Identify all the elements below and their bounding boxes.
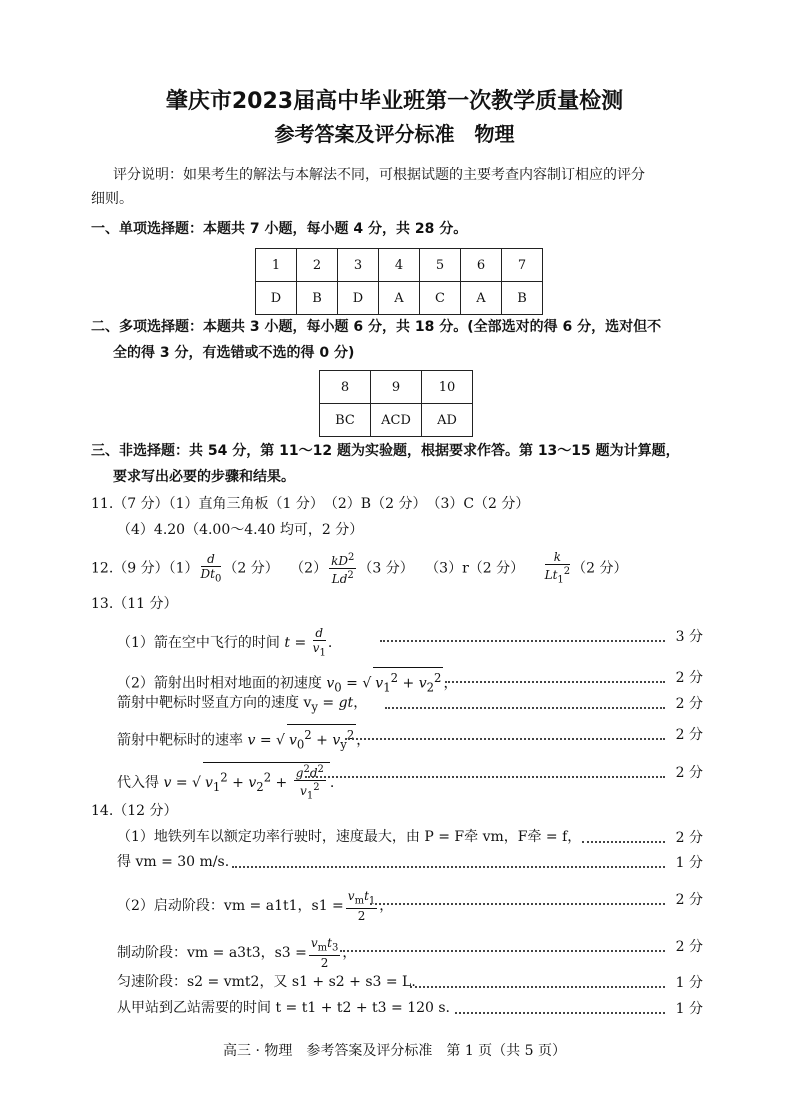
q12-prefix: 12.（9 分）（1） — [91, 560, 199, 577]
q14-line2: 得 vm = 30 m/s. — [117, 854, 230, 870]
leader-dots — [582, 841, 665, 843]
q13-line4: 箭射中靶标时的速率 v = √ $v_0^2 + v_y^2$ ， — [117, 724, 370, 754]
leader-dots — [305, 776, 665, 778]
answer: A — [379, 282, 420, 315]
q12-p2: （2） — [297, 560, 328, 577]
q12-p2-points: （3 分） — [358, 560, 414, 577]
q12-line — [91, 550, 628, 587]
q14-line3-score: 2 分 — [675, 892, 703, 908]
formula-kd2-over-ld2: $\frac{kD^2}{Ld^2}$ — [331, 552, 355, 587]
q14-line1: （1）地铁列车以额定功率行驶时，速度最大，由 P = F牵 vm，F牵 = f， — [117, 829, 582, 845]
q-number: 1 — [256, 249, 297, 282]
page-title: 肇庆市2023届高中毕业班第一次教学质量检测 — [165, 89, 624, 114]
q13-line3-score: 2 分 — [675, 696, 703, 712]
q14-line5: 匀速阶段：s2 = vmt2，又 s1 + s2 + s3 = L. — [117, 974, 416, 990]
q-number: 2 — [297, 249, 338, 282]
formula-vmt1-over-2: $\frac{v_mt_1}{2}$ — [347, 889, 376, 924]
table-row — [256, 249, 543, 282]
q12-p1-points: （2 分） — [223, 560, 279, 577]
scoring-note: 评分说明：如果考生的解法与本解法不同，可根据试题的主要考查内容制订相应的评分 — [113, 167, 645, 183]
leader-dots — [340, 950, 665, 952]
single-choice-table — [255, 248, 543, 315]
q13-line4-text: 箭射中靶标时的速率 — [117, 732, 243, 749]
answer: BC — [320, 404, 371, 437]
multi-choice-table — [319, 370, 473, 437]
q-number: 5 — [420, 249, 461, 282]
leader-dots — [380, 640, 665, 642]
formula-d-over-v1: $\frac{d}{v_1}$ — [312, 626, 326, 659]
section-3-heading: 三、非选择题：共 54 分，第 11～12 题为实验题，根据要求作答。第 13～15 题为计算题， — [91, 443, 680, 459]
q-number: 4 — [379, 249, 420, 282]
q13-line3-text: 箭射中靶标时竖直方向的速度 v — [117, 695, 312, 711]
answer: ACD — [371, 404, 422, 437]
q13-line5: 代入得 v = √ $v_1^2 + v_2^2$ + $\frac{g^2d^2}{v_1^2}$ . — [117, 764, 335, 802]
answer: B — [502, 282, 543, 315]
answer: AD — [422, 404, 473, 437]
table-row — [320, 371, 473, 404]
q14-line5-score: 1 分 — [675, 975, 703, 991]
q13-line3: 箭射中靶标时竖直方向的速度 $v_y$ = gt， — [117, 695, 368, 714]
leader-dots — [385, 707, 665, 709]
q14-line4-text: 制动阶段：vm = a3t3，s3 = — [117, 945, 307, 962]
q-number: 9 — [371, 371, 422, 404]
answer: D — [338, 282, 379, 315]
q-number: 8 — [320, 371, 371, 404]
leader-dots — [445, 681, 665, 683]
table-row — [320, 404, 473, 437]
q14-heading: 14.（12 分） — [91, 803, 178, 819]
leader-dots — [232, 866, 665, 868]
formula-g2d2-over-v12: $\frac{g^2d^2}{v_1^2}$ — [295, 764, 324, 802]
leader-dots — [410, 986, 665, 988]
q14-line4: 制动阶段：vm = a3t3，s3 = $\frac{v_mt_3}{2}$ ， — [117, 936, 357, 971]
q13-heading: 13.（11 分） — [91, 596, 178, 612]
q13-line4-score: 2 分 — [675, 727, 703, 743]
q-number: 10 — [422, 371, 473, 404]
answer: A — [461, 282, 502, 315]
q-number: 7 — [502, 249, 543, 282]
q14-line3: （2）启动阶段：vm = a1t1，s1 = $\frac{v_mt_1}{2}$ ， — [117, 889, 394, 924]
page-subtitle: 参考答案及评分标准 物理 — [274, 122, 515, 146]
answer: C — [420, 282, 461, 315]
q14-line4-score: 2 分 — [675, 939, 703, 955]
leader-dots — [345, 738, 665, 740]
page-footer: 高三 · 物理 参考答案及评分标准 第 1 页（共 5 页） — [223, 1043, 566, 1059]
q-number: 6 — [461, 249, 502, 282]
q13-line2-text: （2）箭射出时相对地面的初速度 — [117, 675, 322, 692]
table-row — [256, 282, 543, 315]
q14-line2-score: 1 分 — [675, 855, 703, 871]
q13-line2-score: 2 分 — [675, 670, 703, 686]
formula-d-over-dt0: $\frac{d}{Dt_0}$ — [200, 551, 222, 584]
q14-line6: 从甲站到乙站需要的时间 t = t1 + t2 + t3 = 120 s. — [117, 1000, 451, 1016]
q14-line1-score: 2 分 — [675, 830, 703, 846]
section-2-heading-cont: 全的得 3 分，有选错或不选的得 0 分) — [113, 345, 355, 361]
formula-vmt3-over-2: $\frac{v_mt_3}{2}$ — [310, 936, 339, 971]
formula-k-over-lt1: $\frac{k}{Lt_1^2}$ — [544, 550, 571, 586]
q14-line3-text: （2）启动阶段：vm = a1t1，s1 = — [117, 898, 344, 915]
leader-dots — [370, 903, 665, 905]
q13-line5-text: 代入得 — [117, 775, 159, 792]
q-number: 3 — [338, 249, 379, 282]
q13-line1-score: 3 分 — [675, 629, 703, 645]
section-2-heading: 二、多项选择题：本题共 3 小题，每小题 6 分，共 18 分。(全部选对的得 6 分，选对但不 — [91, 319, 662, 335]
q13-line2: （2）箭射出时相对地面的初速度 $v_0$ = √ $v_1^2 + v_2^2$ ， — [117, 667, 457, 697]
scoring-note-cont: 细则。 — [91, 191, 133, 207]
q12-p4-points: （2 分） — [572, 560, 628, 577]
q13-line5-score: 2 分 — [675, 765, 703, 781]
answer: B — [297, 282, 338, 315]
section-1-heading: 一、单项选择题：本题共 7 小题，每小题 4 分，共 28 分。 — [91, 221, 468, 237]
answer: D — [256, 282, 297, 315]
q14-line6-score: 1 分 — [675, 1001, 703, 1017]
leader-dots — [455, 1012, 665, 1014]
section-3-heading-cont: 要求写出必要的步骤和结果。 — [113, 469, 295, 485]
q13-line1-text: （1）箭在空中飞行的时间 — [117, 635, 280, 652]
q11-line1: 11.（7 分）（1）直角三角板（1 分） （2）B（2 分） （3）C（2 分） — [91, 496, 530, 512]
q13-line1: （1）箭在空中飞行的时间 t = $\frac{d}{v_1}$ . — [117, 626, 333, 659]
q12-p3: （3）r（2 分） — [432, 560, 525, 577]
q11-line2: （4）4.20（4.00～4.40 均可，2 分） — [117, 522, 364, 538]
